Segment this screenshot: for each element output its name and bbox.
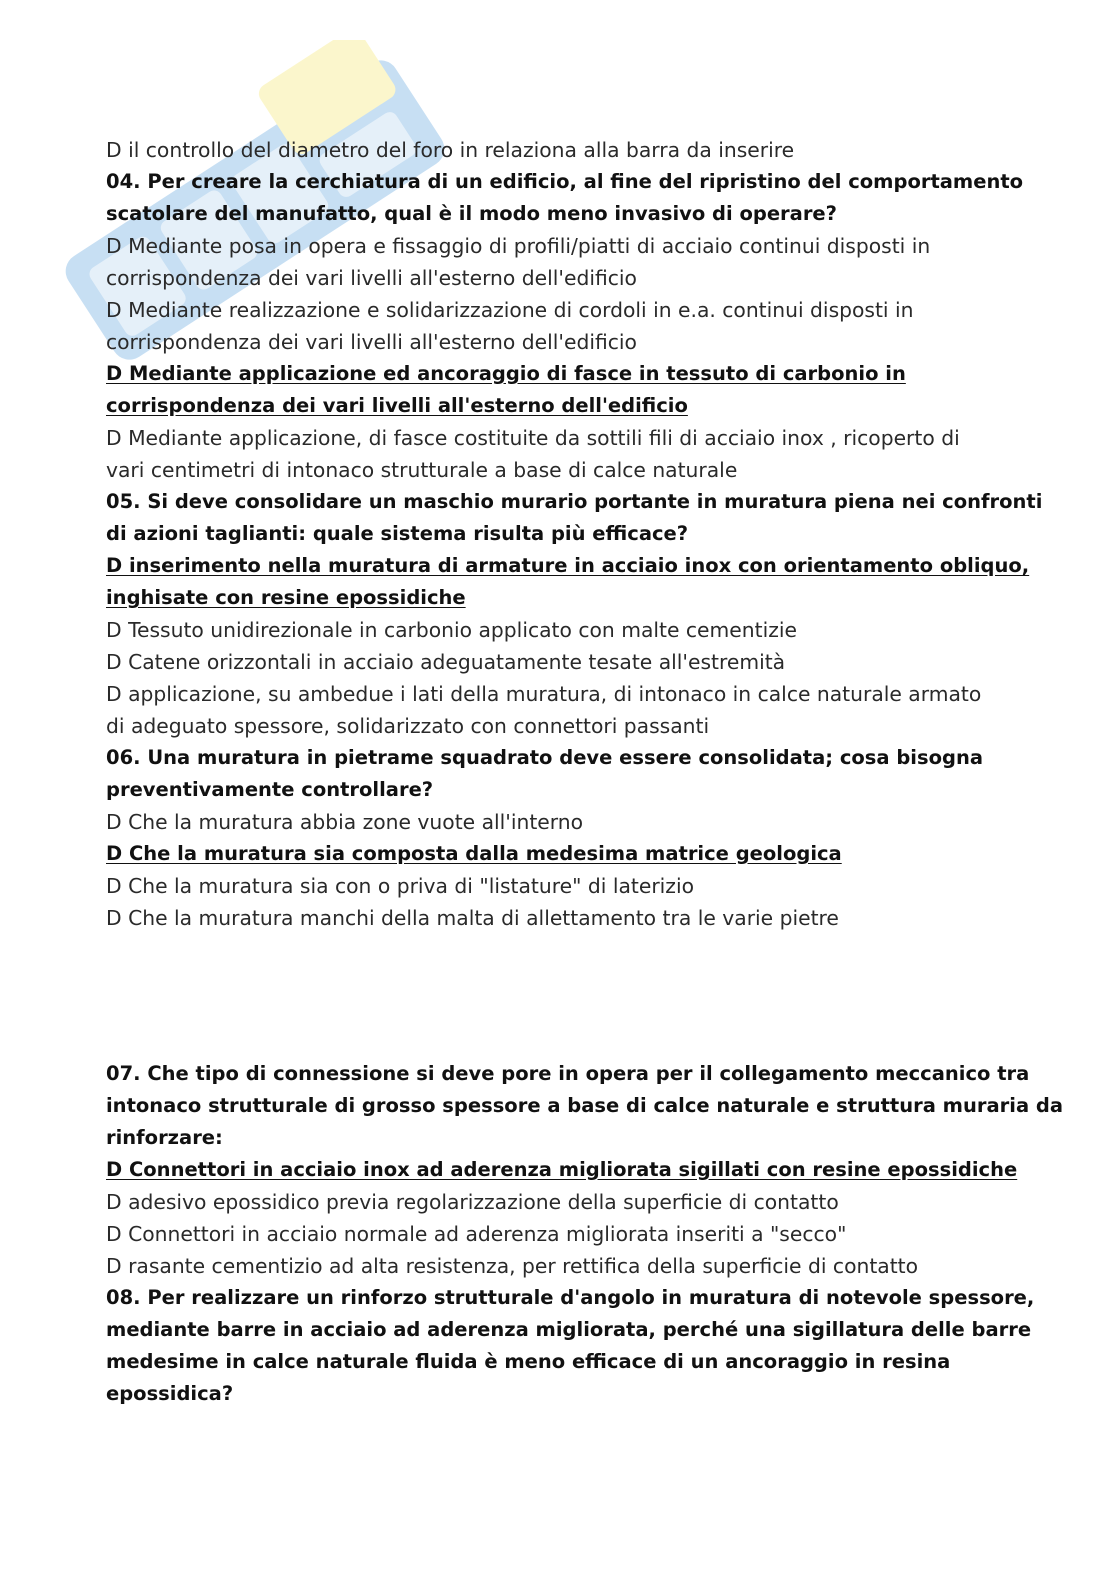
correct-answer-line: corrispondenza dei vari livelli all'esterno dell'edificio <box>106 394 688 417</box>
question-line: 08. Per realizzare un rinforzo strutturale d'angolo in muratura di notevole spessore, <box>106 1286 1035 1309</box>
option-line: di adeguato spessore, solidarizzato con connettori passanti <box>106 714 710 738</box>
option-line: D applicazione, su ambedue i lati della muratura, di intonaco in calce naturale armato <box>106 682 982 706</box>
option-line: D Che la muratura abbia zone vuote all'interno <box>106 810 584 834</box>
question-line: intonaco strutturale di grosso spessore a base di calce naturale e struttura muraria da <box>106 1094 1064 1117</box>
option-line: D Connettori in acciaio normale ad aderenza migliorata inseriti a "secco" <box>106 1222 847 1246</box>
question-line: rinforzare: <box>106 1126 223 1149</box>
correct-answer-line: D Mediante applicazione ed ancoraggio di fasce in tessuto di carbonio in <box>106 362 906 385</box>
question-line: 04. Per creare la cerchiatura di un edificio, al fine del ripristino del comportamento <box>106 170 1024 193</box>
text-block-top <box>106 134 1043 934</box>
option-line: D Mediante realizzazione e solidarizzazione di cordoli in e.a. continui disposti in <box>106 298 914 322</box>
text-block-bottom <box>106 1058 1064 1410</box>
option-line: corrispondenza dei vari livelli all'esterno dell'edificio <box>106 266 637 290</box>
option-line: D Tessuto unidirezionale in carbonio applicato con malte cementizie <box>106 618 797 642</box>
question-line: 06. Una muratura in pietrame squadrato deve essere consolidata; cosa bisogna <box>106 746 983 769</box>
correct-answer-line: D Che la muratura sia composta dalla medesima matrice geologica <box>106 842 842 865</box>
option-line: D rasante cementizio ad alta resistenza, per rettifica della superficie di contatto <box>106 1254 919 1278</box>
question-line: preventivamente controllare? <box>106 778 434 801</box>
correct-answer-line: inghisate con resine epossidiche <box>106 586 466 609</box>
option-line: D Mediante applicazione, di fasce costituite da sottili fili di acciaio inox , ricoperto di <box>106 426 960 450</box>
question-line: medesime in calce naturale fluida è meno efficace di un ancoraggio in resina <box>106 1350 951 1373</box>
option-line: D Mediante posa in opera e fissaggio di profili/piatti di acciaio continui disposti in <box>106 234 931 258</box>
correct-answer-line: D inserimento nella muratura di armature in acciaio inox con orientamento obliquo, <box>106 554 1030 577</box>
document-page <box>106 134 1064 1410</box>
option-line: vari centimetri di intonaco strutturale a base di calce naturale <box>106 458 738 482</box>
option-line: D il controllo del diametro del foro in relaziona alla barra da inserire <box>106 138 795 162</box>
blank-gap <box>106 934 1006 1058</box>
question-line: mediante barre in acciaio ad aderenza migliorata, perché una sigillatura delle barre <box>106 1318 1032 1341</box>
option-line: D Catene orizzontali in acciaio adeguatamente tesate all'estremità <box>106 650 786 674</box>
option-line: D Che la muratura manchi della malta di allettamento tra le varie pietre <box>106 906 839 930</box>
correct-answer-line: D Connettori in acciaio inox ad aderenza migliorata sigillati con resine epossidiche <box>106 1158 1018 1181</box>
option-line: D Che la muratura sia con o priva di "listature" di laterizio <box>106 874 694 898</box>
option-line: D adesivo epossidico previa regolarizzazione della superficie di contatto <box>106 1190 839 1214</box>
question-line: 07. Che tipo di connessione si deve pore in opera per il collegamento meccanico tra <box>106 1062 1030 1085</box>
option-line: corrispondenza dei vari livelli all'esterno dell'edificio <box>106 330 637 354</box>
question-line: di azioni taglianti: quale sistema risulta più efficace? <box>106 522 689 545</box>
question-line: scatolare del manufatto, qual è il modo meno invasivo di operare? <box>106 202 837 225</box>
question-line: 05. Si deve consolidare un maschio murario portante in muratura piena nei confronti <box>106 490 1043 513</box>
question-line: epossidica? <box>106 1382 234 1405</box>
